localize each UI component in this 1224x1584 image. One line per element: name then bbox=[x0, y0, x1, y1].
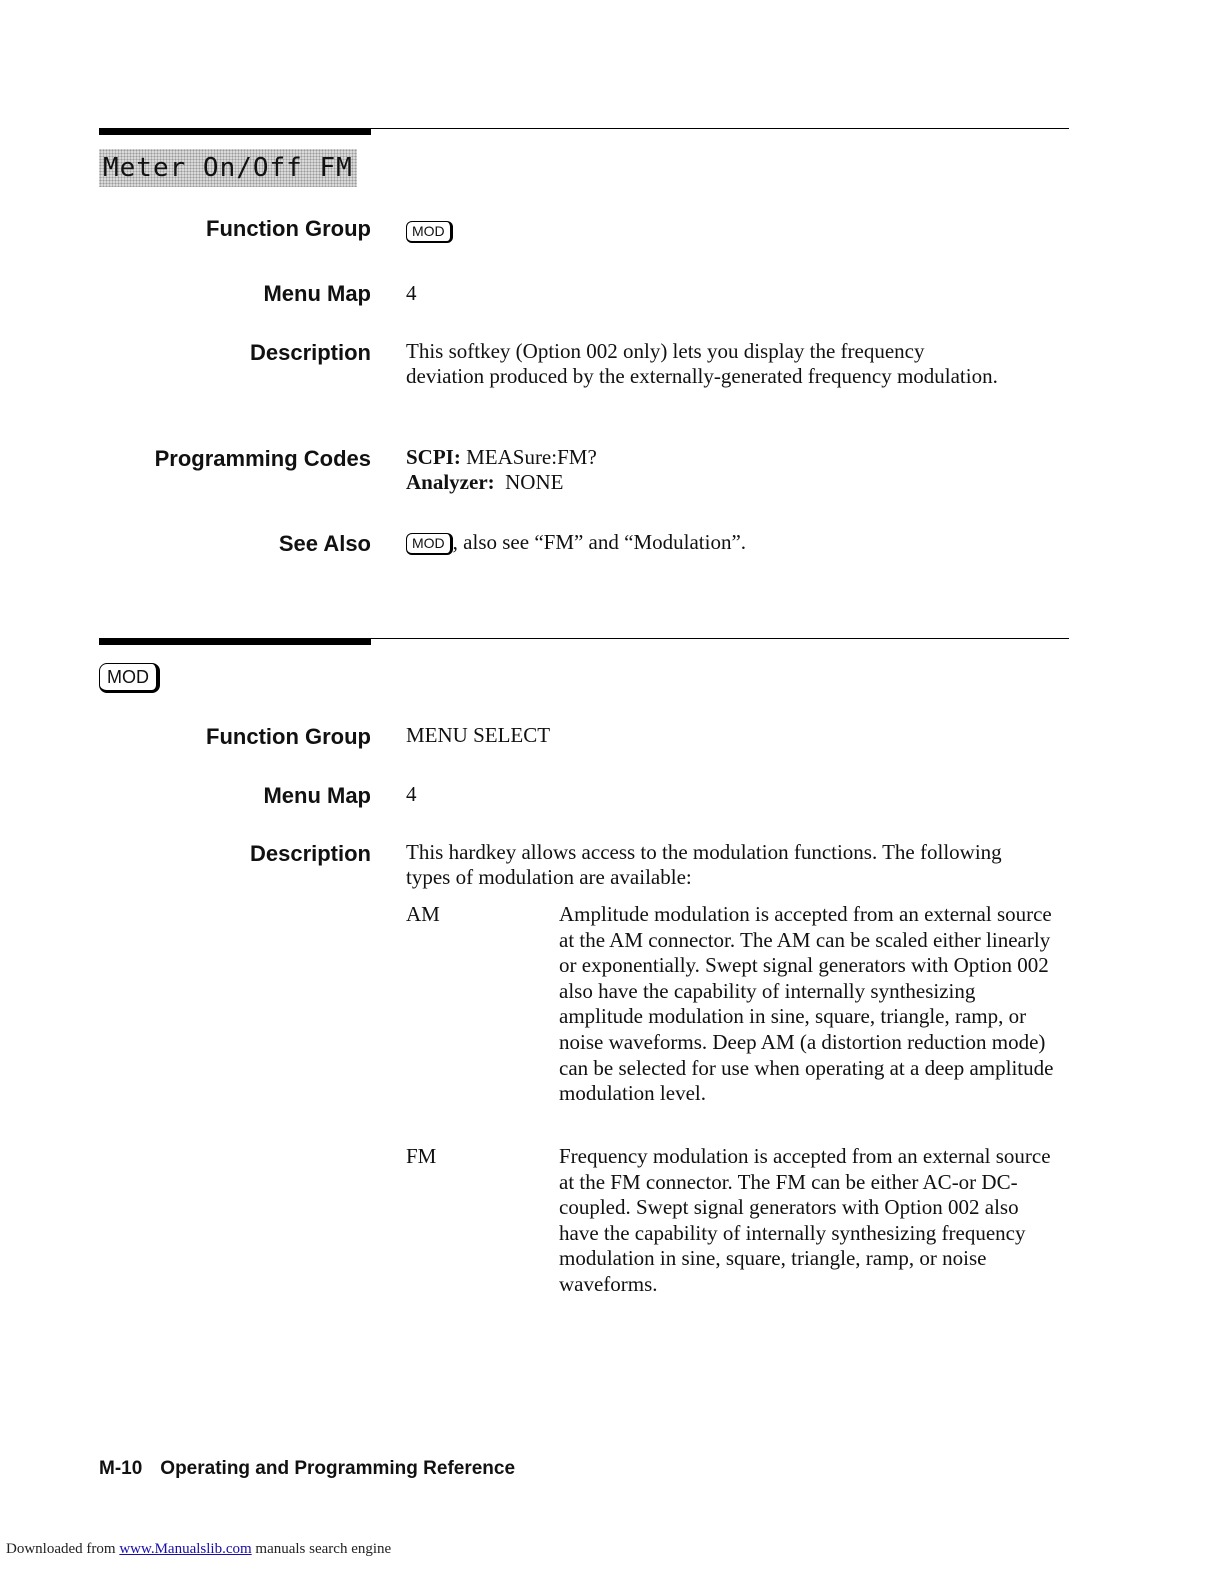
menu-map-value: 4 bbox=[406, 782, 417, 806]
see-also-label: See Also bbox=[278, 531, 371, 556]
function-group-value: MENU SELECT bbox=[406, 723, 551, 747]
analyzer-label: Analyzer: bbox=[406, 470, 495, 494]
mod-key: MOD bbox=[406, 221, 453, 243]
download-credit bbox=[6, 1541, 391, 1558]
function-group-label: Function Group bbox=[206, 216, 371, 241]
page-number: M-10 bbox=[99, 1458, 143, 1479]
modulation-type-definition: Frequency modulation is accepted from an external source at the FM connector. The FM can be either AC-or DC-coupled. Swept signal generators with Option 002 also have the capability of internally synthesizing frequency modulation in sine, square, triangle, ramp, or noise waveforms. bbox=[559, 1144, 1051, 1296]
download-credit-suffix: manuals search engine bbox=[255, 1541, 392, 1557]
analyzer-value: NONE bbox=[505, 470, 564, 494]
mod-hardkey: MOD bbox=[99, 663, 160, 693]
download-credit-prefix: Downloaded from bbox=[6, 1541, 116, 1557]
programming-codes-label: Programming Codes bbox=[154, 446, 371, 471]
menu-map-label: Menu Map bbox=[263, 281, 371, 306]
see-also-value bbox=[406, 530, 746, 555]
footer-title: Operating and Programming Reference bbox=[160, 1458, 516, 1479]
manualslib-link[interactable]: www.Manualslib.com bbox=[119, 1541, 252, 1557]
modulation-type-definition: Amplitude modulation is accepted from an external source at the AM connector. The AM can be scaled either linearly or exponentially. Swept signal generators with Option 002 also have the capability of internally synthesizing amplitude modulation in sine, square, triangle, ramp, or noise waveforms. Deep AM (a distortion reduction mode) can be selected for use when operating at a deep amplitude modulation level. bbox=[559, 902, 1054, 1106]
mod-key: MOD bbox=[406, 533, 453, 555]
softkey-title: Meter On/Off FM bbox=[99, 149, 357, 187]
menu-map-value: 4 bbox=[406, 281, 417, 305]
section-rule-thick bbox=[99, 128, 371, 135]
scpi-label: SCPI: bbox=[406, 445, 461, 469]
hardkey-title bbox=[99, 663, 160, 693]
see-also-text: , also see “FM” and “Modulation”. bbox=[452, 530, 747, 554]
programming-codes bbox=[406, 445, 597, 495]
section-rule-thick bbox=[99, 638, 371, 645]
page-footer bbox=[99, 1458, 515, 1480]
menu-map-label: Menu Map bbox=[263, 783, 371, 808]
description-text: This softkey (Option 002 only) lets you display the frequency deviation produced by the externally-generated frequency modulation. bbox=[406, 339, 998, 388]
description-label: Description bbox=[249, 340, 371, 365]
scpi-line bbox=[406, 445, 597, 470]
analyzer-line bbox=[406, 470, 597, 495]
modulation-type-term: AM bbox=[406, 902, 440, 926]
modulation-type-term: FM bbox=[406, 1144, 437, 1168]
description-label: Description bbox=[249, 841, 371, 866]
section-rule-thin bbox=[371, 128, 1069, 129]
description-text: This hardkey allows access to the modulation functions. The following types of modulation are available: bbox=[406, 840, 1002, 889]
section-rule-thin bbox=[371, 638, 1069, 639]
function-group-value bbox=[406, 218, 453, 243]
function-group-label: Function Group bbox=[206, 724, 371, 749]
scpi-value: MEASure:FM? bbox=[466, 445, 597, 469]
